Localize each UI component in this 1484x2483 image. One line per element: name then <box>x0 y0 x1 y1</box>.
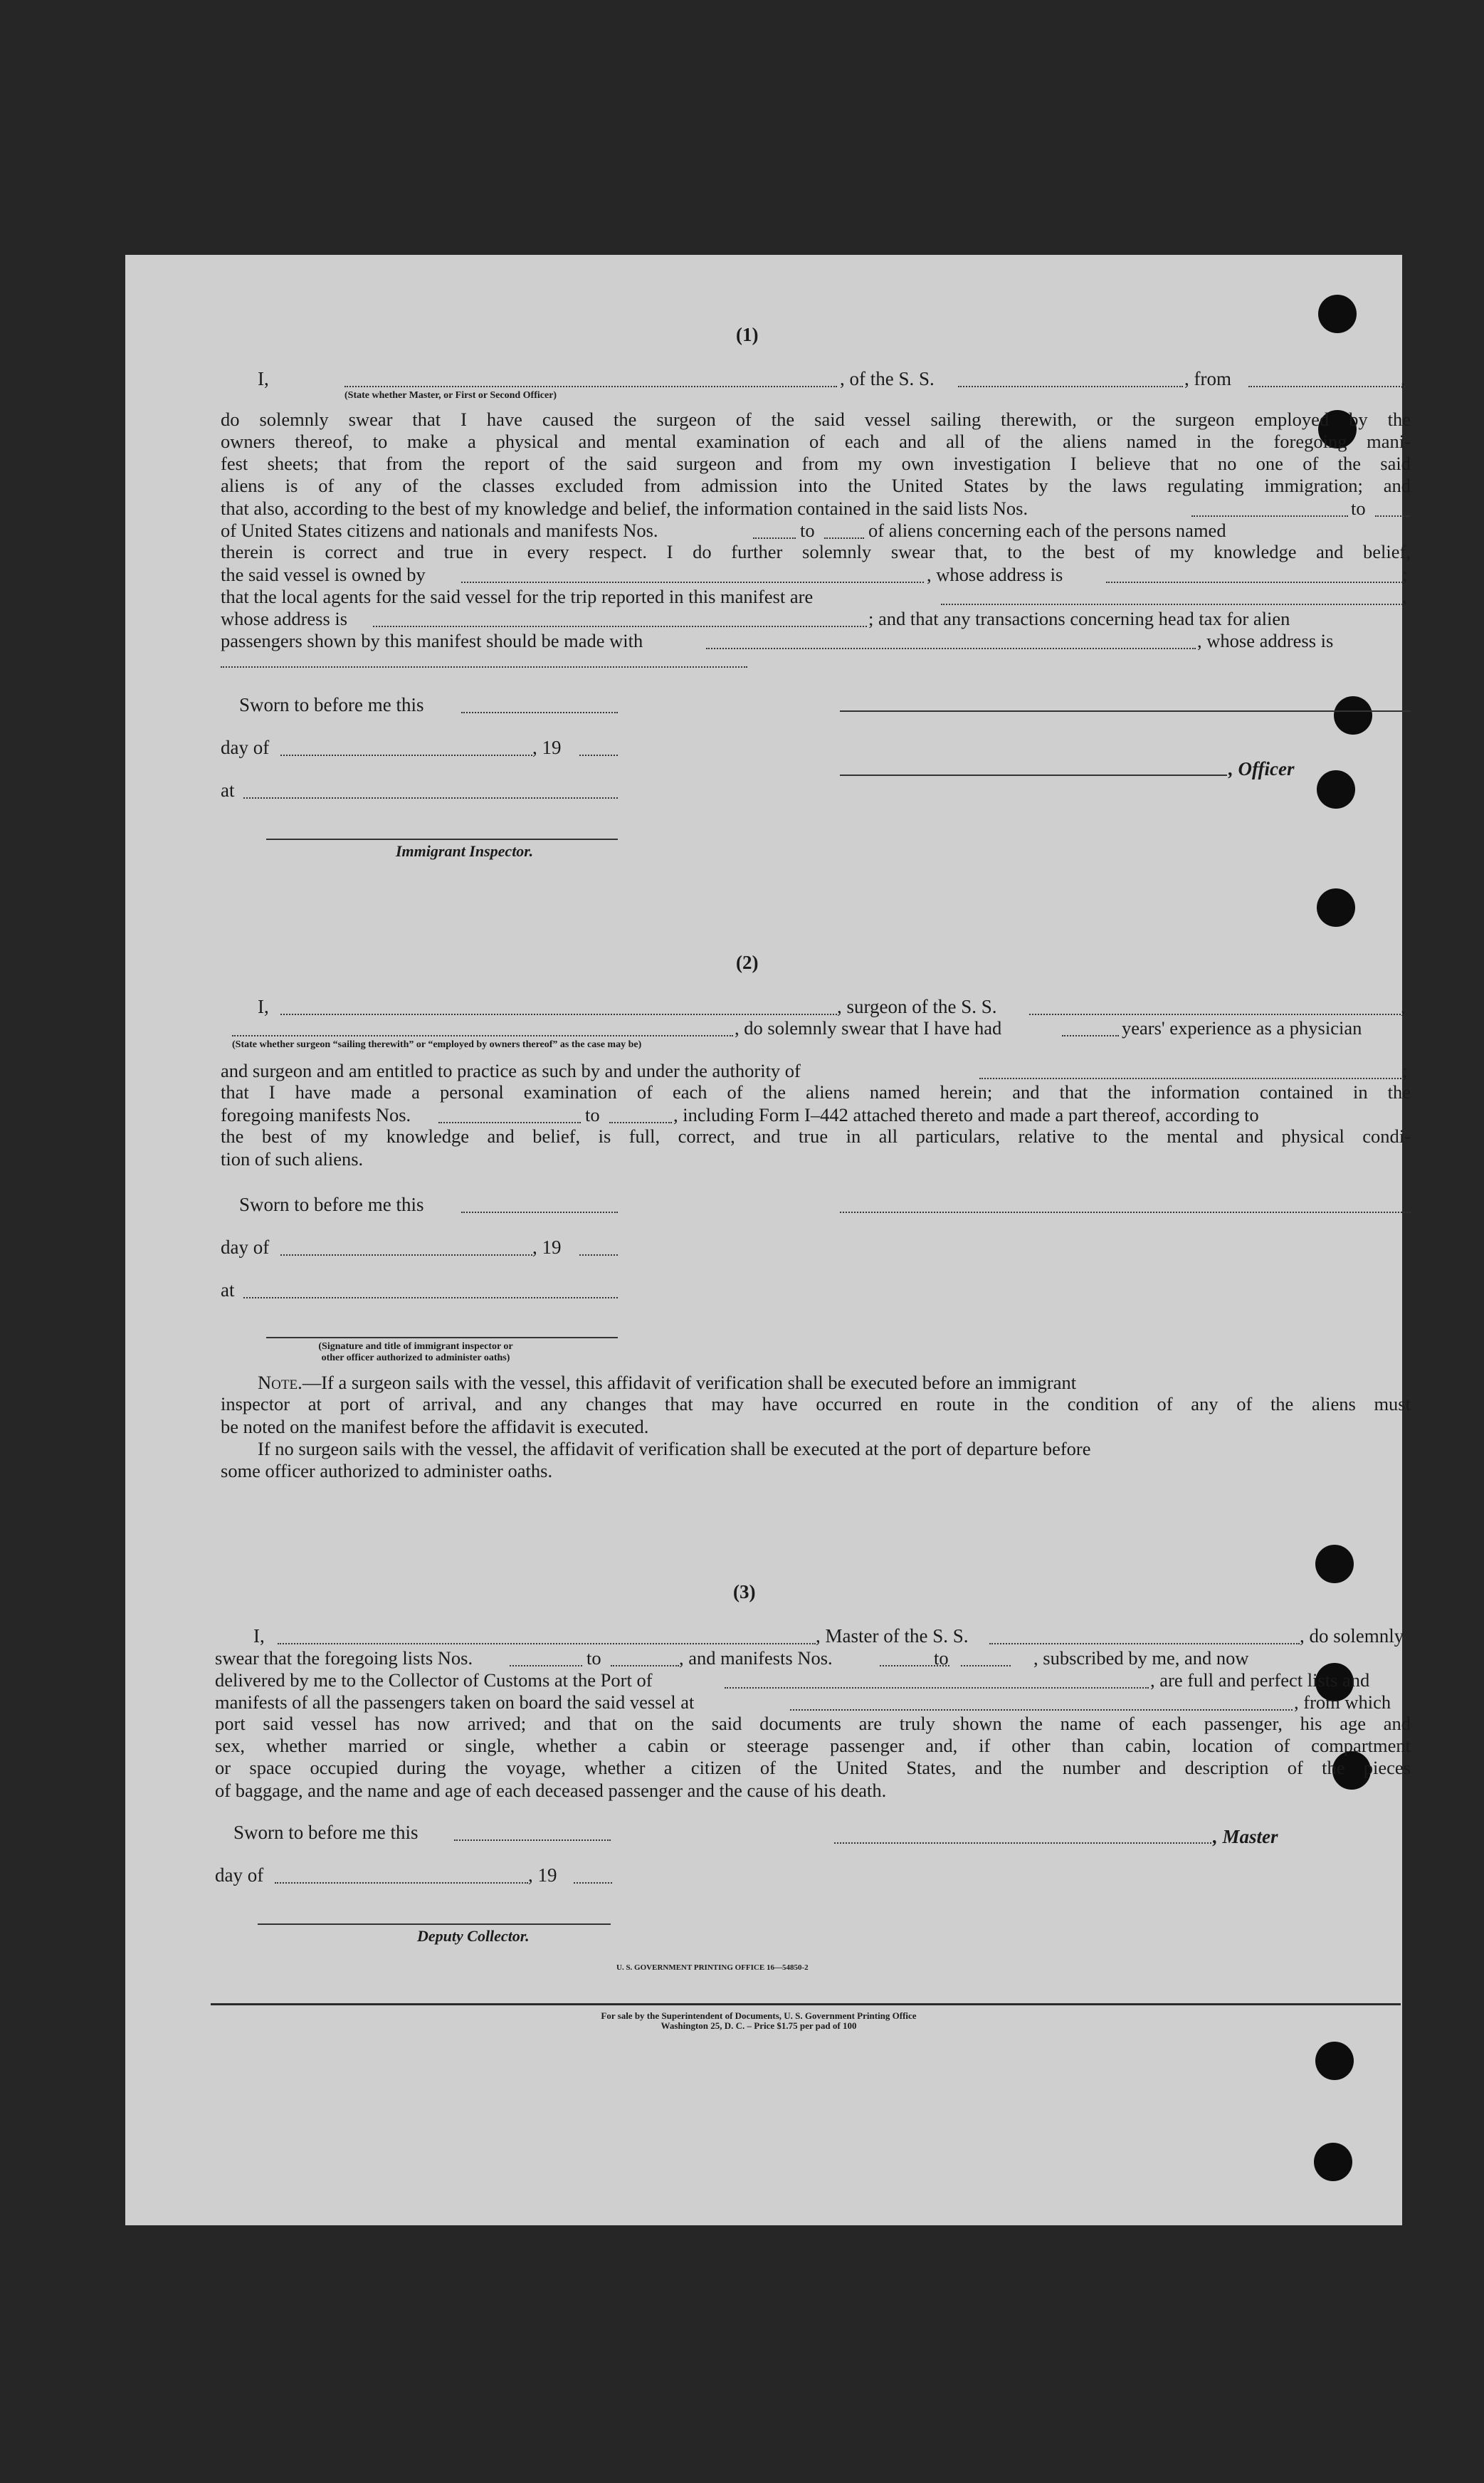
form-page: (1) I, , of the S. S. , from , (State whether Master, or First or Second Officer) do solemnly swear that I have caused the surgeon of the said vessel sailing therewith, or the surgeon employed by the owners thereof, to make a physical and mental examination of each and all of the aliens named in the foregoing mani- fest sheets; that from the report of the said surgeon and from my own investigation I believe that no one of the said aliens is of any of the classes excluded from admission into the United States by the laws regulating immigration; and that also, according to the best of my knowledge and belief, the information contained in the said lists Nos. to of United States citizens and nationals and manifests Nos. to of aliens concerning each of the persons named therein is correct and true in every respect. I do further solemnly swear that, to the best of my knowledge and belief, the said vessel is owned by , whose address is ; that the local agents for the said vessel for the trip reported in this manifest are , whose address is ; and that any transactions concerning head tax for alien passengers shown by this manifest should be made with , whose address is Sworn to before me this day of , 19 , Officer at Immigrant Inspector. (2) I, , surgeon of the S. S. , , do solemnly swear that I have had years' experience as a physician (State whether surgeon “sailing therewith” or “employed by owners thereof” as the case may be) and surgeon and am entitled to practice as such by and under the authority of ; that I have made a personal examination of each of the aliens named herein; and that the information contained in the foregoing manifests Nos. to , including Form I–442 attached thereto and made a part thereof, according to the best of my knowledge and belief, is full, correct, and true in all particulars, relative to the mental and physical condi- tion of such aliens. Sworn to before me this day of , 19 at (Signature and title of immigrant inspector or other officer authorized to administer oaths) Note.—If a surgeon sails with the vessel, this affidavit of verification shall be executed before an immigrant inspector at port of arrival, and any changes that may have occurred en route in the condition of any of the aliens must be noted on the manifest before the affidavit is executed. If no surgeon sails with the vessel, the affidavit of verification shall be executed at the port of departure before some officer authorized to administer oaths. (3) I, , Master of the S. S. , do solemnly swear that the foregoing lists Nos. to , and manifests Nos. to , subscribed by me, and now delivered by me to the Collector of Customs at the Port of , are full and perfect lists and manifests of all the passengers taken on board the said vessel at , from which port said vessel has now arrived; and that on the said documents are truly shown the name of each passenger, his age and sex, whether married or single, whether a cabin or steerage passenger and, if other than cabin, location of compartment or space occupied during the voyage, whether a citizen of the United States, and the number and description of the pieces of baggage, and the name and age of each deceased passenger and the cause of his death. Sworn to before me this , Master day of , 19 Deputy Collector. U. S. GOVERNMENT PRINTING OFFICE 16—54850-2 For sale by the Superintendent of Documents, U. S. Government Printing Office Washington 25, D. C. – Price $1.75 per pad of 100 <box>125 255 1402 2225</box>
s1-line-2: owners thereof, to make a physical and mental examination of each and all of the aliens named in the foregoing mani- <box>221 431 1411 452</box>
s1-line-1: do solemnly swear that I have caused the surgeon of the said vessel sailing therewith, or the surgeon employed by the <box>221 409 1411 430</box>
s1-from: , from <box>1184 368 1231 389</box>
s3-deputy-label: Deputy Collector. <box>417 1927 530 1945</box>
note-label: Note. <box>258 1372 302 1393</box>
s1-of-ss: , of the S. S. <box>840 368 935 389</box>
s1-officer-label: , Officer <box>1228 758 1295 779</box>
s1-inspector-label: Immigrant Inspector. <box>396 842 534 860</box>
binder-hole <box>1317 770 1355 809</box>
binder-hole <box>1314 2143 1352 2181</box>
sale-note-1: For sale by the Superintendent of Documents, U. S. Government Printing Office <box>601 2010 917 2021</box>
s1-day-of: day of <box>221 737 270 758</box>
s2-field-note: (State whether surgeon “sailing therewith” or “employed by owners thereof” as the case may be) <box>232 1039 642 1050</box>
section-2-number: (2) <box>736 952 759 973</box>
sale-note-2: Washington 25, D. C. – Price $1.75 per pad of 100 <box>661 2020 857 2031</box>
binder-hole <box>1318 295 1357 333</box>
s1-sworn: Sworn to before me this <box>239 694 424 715</box>
s2-sig-note-2: other officer authorized to administer oaths) <box>321 1353 510 1363</box>
s1-i: I, <box>258 368 269 389</box>
binder-hole <box>1315 1545 1354 1583</box>
binder-hole <box>1317 888 1355 927</box>
section-3-number: (3) <box>733 1581 756 1602</box>
section-1-number: (1) <box>736 324 759 345</box>
gpo-imprint: U. S. GOVERNMENT PRINTING OFFICE 16—54850-2 <box>616 1963 809 1972</box>
s1-field-note: (State whether Master, or First or Second Officer) <box>344 390 557 401</box>
s1-line-7: therein is correct and true in every respect. I do further solemnly swear that, to the best of my knowledge and belief, <box>221 541 1411 562</box>
s1-at: at <box>221 779 235 801</box>
s3-master-label: , Master <box>1213 1826 1278 1847</box>
binder-hole <box>1315 2042 1354 2080</box>
s1-line-4: aliens is of any of the classes excluded from admission into the United States by the laws regulating immigration; and <box>221 475 1411 496</box>
binder-hole <box>1334 696 1372 735</box>
s2-sig-note-1: (Signature and title of immigrant inspector or <box>318 1341 513 1352</box>
s1-line-3: fest sheets; that from the report of the said surgeon and from my own investigation I believe that no one of the said <box>221 453 1411 474</box>
